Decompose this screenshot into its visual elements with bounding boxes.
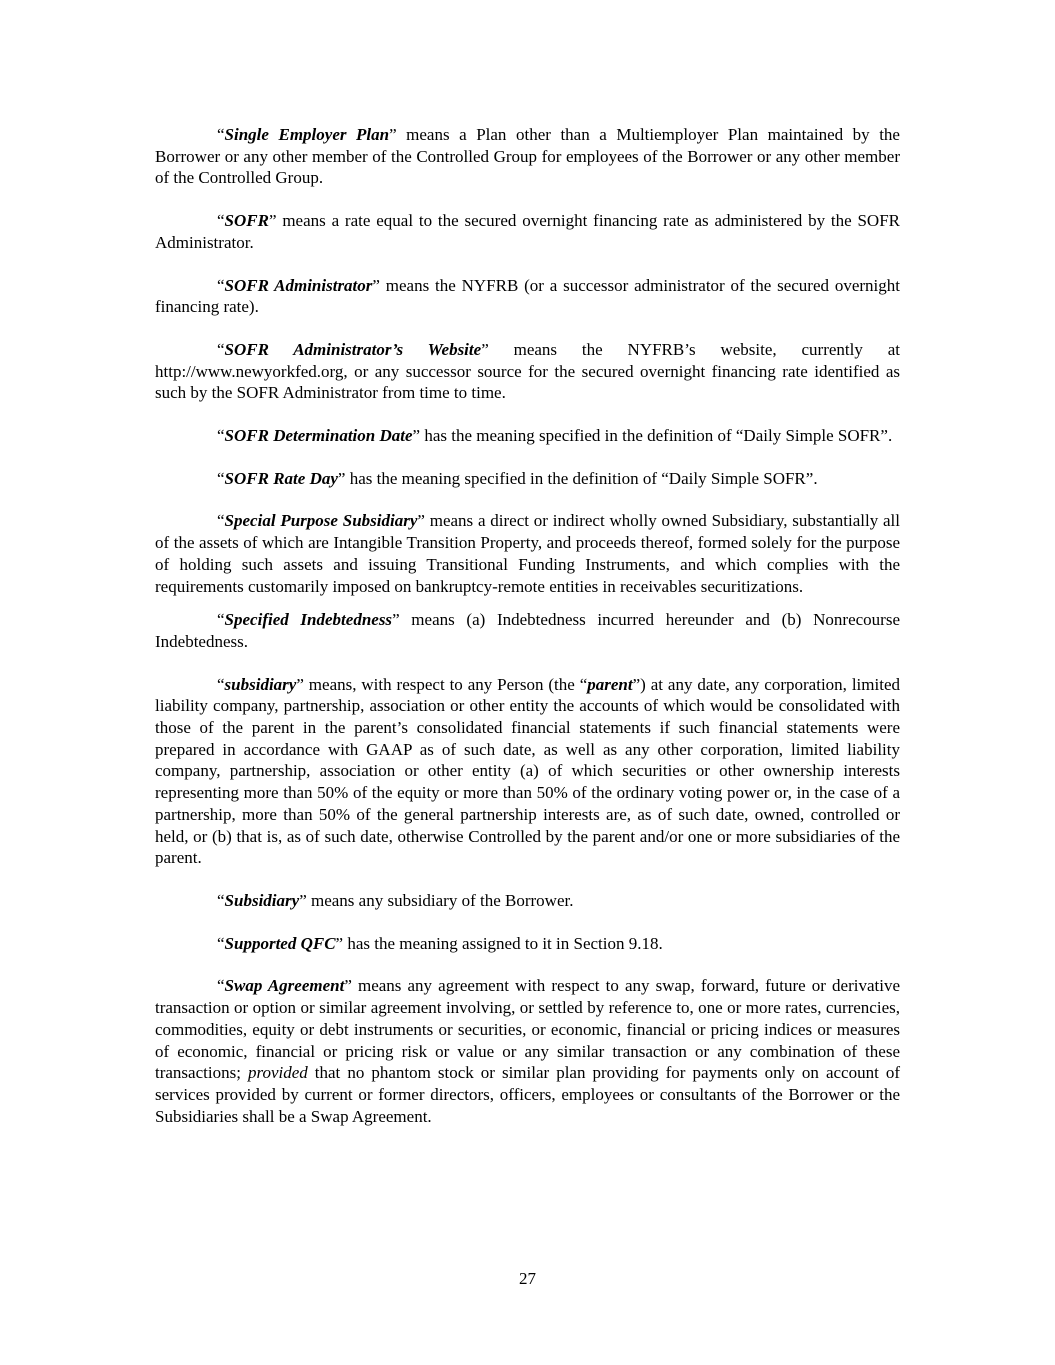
definition-single-employer-plan: “Single Employer Plan” means a Plan other than a Multiemployer Plan maintained by the Borrower or any other member of the Controlled Group for employees of the Borrower or any other member of the Controlled Group. [155,125,900,188]
defined-term: Single Employer Plan [224,125,390,144]
definition-swap-agreement: “Swap Agreement” means any agreement with respect to any swap, forward, future or derivative transaction or option or similar agreement involving, or settled by reference to, one or more rates, currencies, commodities, equity or debt instruments or securities, or economic, financial or pricing indices or measures of economic, financial or pricing risk or value or any similar transaction or any combination of these transactions; provided that no phantom stock or similar plan providing for payments only on account of services provided by current or former directors, officers, employees or consultants of the Borrower or the Subsidiaries shall be a Swap Agreement. [155,976,900,1126]
defined-term: Swap Agreement [224,976,345,996]
definition-text: has the meaning specified in the definition of “Daily Simple SOFR”. [345,468,818,488]
definition-text: means a rate equal to the secured overnight financing rate as administered by the SOFR Administrator. [155,211,900,252]
italic-word: provided [247,1063,308,1083]
defined-term: Subsidiary [224,890,300,910]
defined-term: subsidiary [224,674,297,694]
definition-sofr-determination-date: “SOFR Determination Date” has the meaning specified in the definition of “Daily Simple SOFR”. [217,426,893,446]
definition-text: means any agreement with respect to any swap, forward, future or derivative transaction or option or similar agreement involving, or settled by reference to, one or more rates, currencies, commodities, equity or debt instruments or securities, or economic, financial or pricing indices or measures of economic, financial or pricing risk or value or any similar transaction or any combination of these transactions; [155,976,900,1083]
definition-text: means, with respect to any Person (the “ [303,674,588,694]
defined-term: Specified Indebtedness [224,610,393,630]
definition-text: has the meaning assigned to it in Section 9.18. [343,933,663,953]
definition-text: means the NYFRB’s website, currently at http://www.newyorkfed.org, or any successor source for the secured overnight financing rate identified as such by the SOFR Administrator from time to time. [155,339,901,403]
definition-sofr-administrators-website: “SOFR Administrator’s Website” means the NYFRB’s website, currently at http://www.newyorkfed.org, or any successor source for the secured overnight financing rate identified as such by the SOFR Administrator from time to time. [155,339,901,403]
definition-special-purpose-subsidiary: “Special Purpose Subsidiary” means a direct or indirect wholly owned Subsidiary, substantially all of the assets of which are Intangible Transition Property, and proceeds thereof, formed solely for the purpose of holding such assets and issuing Transitional Funding Instruments, and which complies with the requirements customarily imposed on bankruptcy-remote entities in receivables securitizations. [155,511,900,596]
definition-subsidiary: “Subsidiary” means any subsidiary of the Borrower. [217,890,574,910]
page-number: 27 [519,1269,536,1288]
definition-specified-indebtedness: “Specified Indebtedness” means (a) Indebtedness incurred hereunder and (b) Nonrecourse Indebtedness. [155,610,900,651]
definition-subsidiary-lowercase: “subsidiary” means, with respect to any Person (the “parent”) at any date, any corporation, limited liability company, partnership, association or other entity the accounts of which would be consolidated with those of the parent in the parent’s consolidated financial statements if such financial statements were prepared in accordance with GAAP as of such date, as well as any other corporation, limited liability company, partnership, association or other entity (a) of which securities or other ownership interests representing more than 50% of the equity or more than 50% of the ordinary voting power or, in the case of a partnership, more than 50% of the general partnership interests are, as of such date, owned, controlled or held, or (b) that is, as of such date, otherwise Controlled by the parent and/or one or more subsidiaries of the parent. [155,674,900,868]
definition-text: means a direct or indirect wholly owned Subsidiary, substantially all of the assets of which are Intangible Transition Property, and proceeds thereof, formed solely for the purpose of holding such assets and issuing Transitional Funding Instruments, and which complies with the requirements customarily imposed on bankruptcy-remote entities in receivables securitizations. [155,511,900,596]
document-page [155,124,900,1148]
definition-text: that no phantom stock or similar plan providing for payments only on account of services provided by current or former directors, officers, employees or consultants of the Borrower or the Subsidiaries shall be a Swap Agreement. [155,1063,900,1126]
definition-text: means (a) Indebtedness incurred hereunder and (b) Nonrecourse Indebtedness. [155,610,900,651]
defined-term: SOFR Rate Day [224,468,338,488]
defined-term: Supported QFC [224,933,336,953]
definition-text: means the NYFRB (or a successor administrator of the secured overnight financing rate). [155,275,900,317]
definition-text: ”) at any date, any corporation, limited liability company, partnership, association or other entity the accounts of which would be consolidated with those of the parent in the parent’s consolidated financial statements if such financial statements were prepared in accordance with GAAP as of such date, as well as any other corporation, limited liability company, partnership, association or other entity (a) of which securities or other ownership interests representing more than 50% of the equity or more than 50% of the ordinary voting power or, in the case of a partnership, more than 50% of the general partnership interests are, as of such date, owned, controlled or held, or (b) that is, as of such date, otherwise Controlled by the parent and/or one or more subsidiaries of the parent. [155,674,900,868]
defined-term: SOFR Determination Date [224,426,413,446]
defined-term: SOFR Administrator [224,275,373,295]
definition-sofr-administrator: “SOFR Administrator” means the NYFRB (or a successor administrator of the secured overnight financing rate). [155,275,900,317]
definition-sofr: “SOFR” means a rate equal to the secured overnight financing rate as administered by the SOFR Administrator. [155,211,900,252]
definition-sofr-rate-day: “SOFR Rate Day” has the meaning specified in the definition of “Daily Simple SOFR”. [217,468,818,488]
defined-term: SOFR [224,211,269,231]
definition-supported-qfc: “Supported QFC” has the meaning assigned to it in Section 9.18. [217,933,663,953]
defined-term: Special Purpose Subsidiary [224,511,418,531]
definition-text: has the meaning specified in the definition of “Daily Simple SOFR”. [420,426,893,446]
inline-defined-term: parent [587,674,633,694]
definition-text: means a Plan other than a Multiemployer Plan maintained by the Borrower or any other member of the Controlled Group for employees of the Borrower or any other member of the Controlled Group. [155,125,900,188]
defined-term: SOFR Administrator’s Website [224,339,482,359]
definition-text: means any subsidiary of the Borrower. [306,890,574,910]
